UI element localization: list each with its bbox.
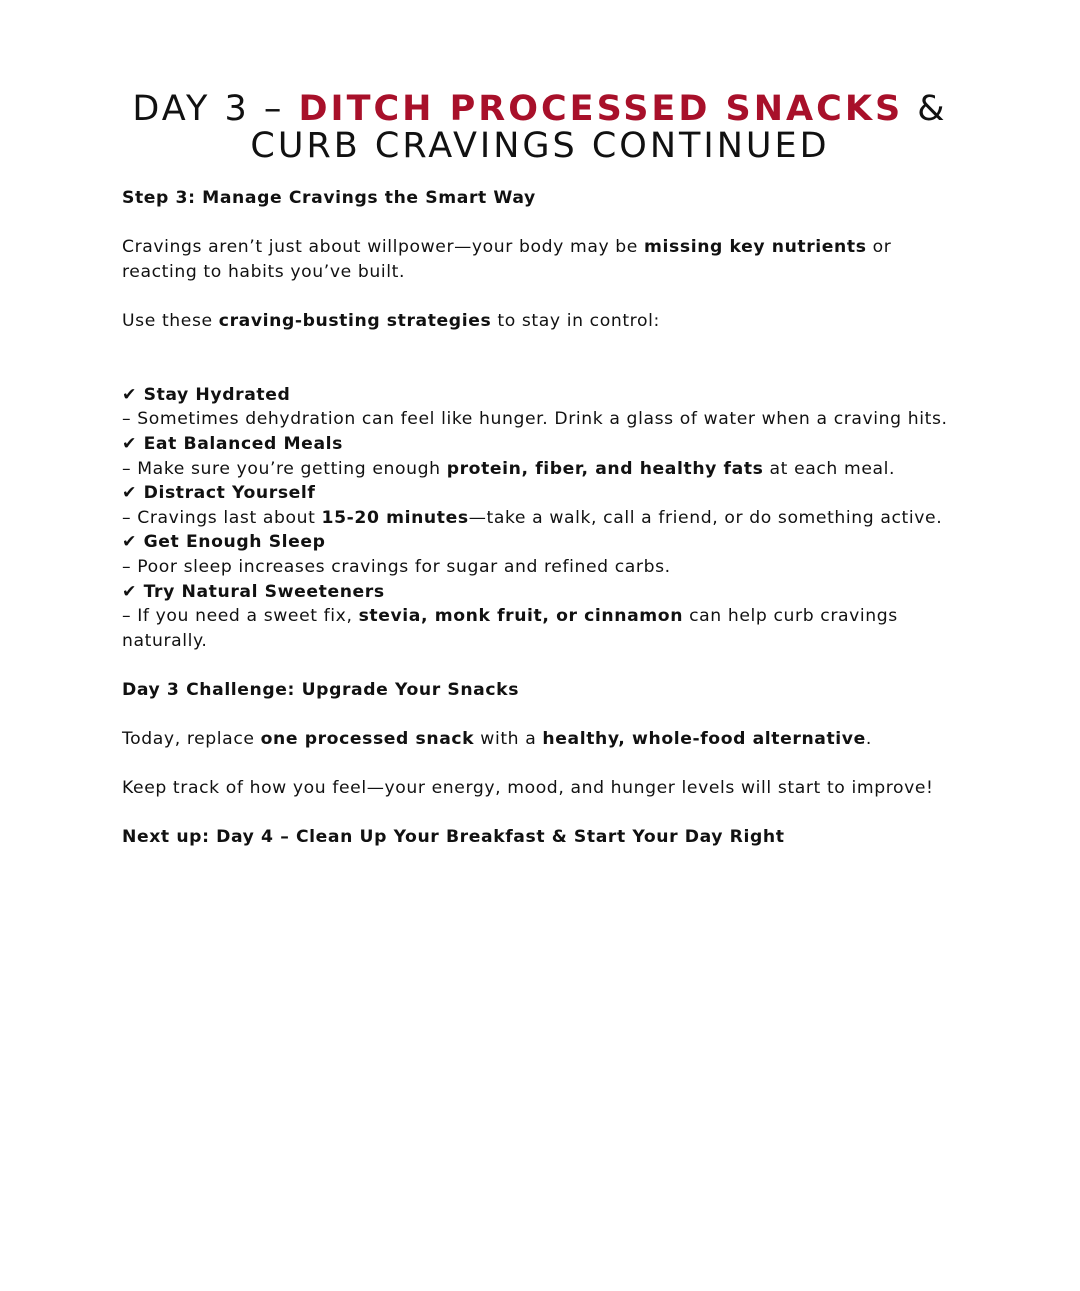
strategy-item [122, 580, 972, 654]
strategy-description: – If you need a sweet fix, stevia, monk fruit, or cinnamon can help curb cravings naturally. [122, 606, 898, 651]
title-highlight: DITCH PROCESSED SNACKS [298, 89, 904, 130]
strategy-description: – Cravings last about 15-20 minutes—take a walk, call a friend, or do something active. [122, 507, 943, 528]
strategy-title: ✔ Eat Balanced Meals [122, 433, 343, 454]
title-suffix: & [903, 89, 948, 130]
strategy-item [122, 432, 972, 481]
strategy-title: ✔ Try Natural Sweeteners [122, 581, 385, 602]
strategy-item [122, 530, 972, 579]
title-prefix: DAY 3 – [132, 89, 299, 130]
strategy-list [122, 383, 972, 654]
challenge-heading: Day 3 Challenge: Upgrade Your Snacks [122, 679, 520, 700]
strategy-title: ✔ Stay Hydrated [122, 384, 291, 405]
strategy-description: – Sometimes dehydration can feel like hunger. Drink a glass of water when a craving hits. [122, 409, 948, 430]
next-up-line: Next up: Day 4 – Clean Up Your Breakfast & Start Your Day Right [122, 827, 785, 848]
step3-heading: Step 3: Manage Cravings the Smart Way [122, 188, 536, 208]
strategy-title: ✔ Get Enough Sleep [122, 532, 326, 553]
strategy-description: – Poor sleep increases cravings for sugar and refined carbs. [122, 556, 671, 577]
strategy-title: ✔ Distract Yourself [122, 483, 316, 504]
strategy-item [122, 383, 972, 432]
step3-intro: Cravings aren’t just about willpower—your body may be missing key nutrients or reacting to habits you’ve built. [122, 237, 892, 282]
strategy-item [122, 481, 972, 530]
challenge-tracking-note: Keep track of how you feel—your energy, mood, and hunger levels will start to improve! [122, 778, 934, 799]
challenge-instruction: Today, replace one processed snack with a healthy, whole-food alternative. [122, 729, 872, 750]
document-body [122, 186, 972, 850]
strategy-description: – Make sure you’re getting enough protein, fiber, and healthy fats at each meal. [122, 458, 896, 479]
page-title [0, 91, 1080, 165]
title-line2: CURB CRAVINGS CONTINUED [250, 126, 830, 167]
step3-use-strategies: Use these craving-busting strategies to stay in control: [122, 310, 660, 331]
